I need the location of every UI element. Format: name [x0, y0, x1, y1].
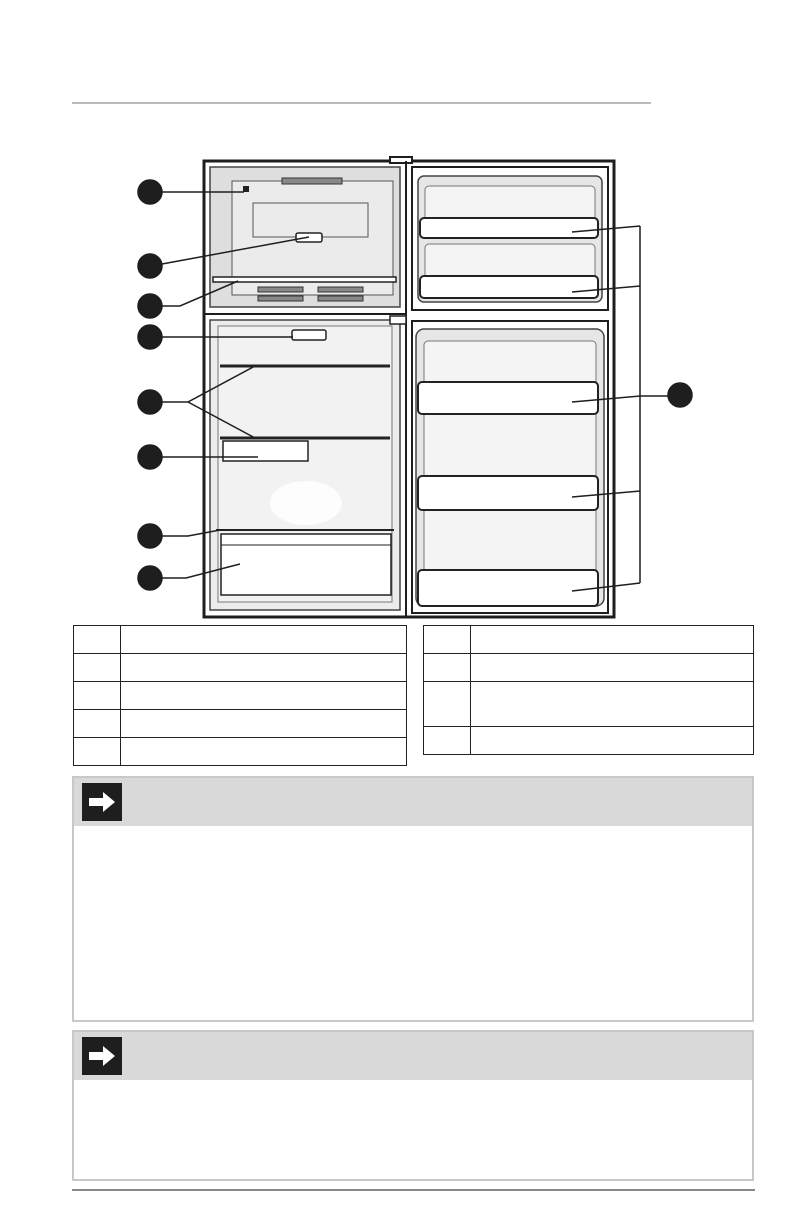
- parts-table-right: [423, 625, 754, 755]
- note-body: [74, 1080, 752, 1104]
- callout-number: [424, 682, 471, 727]
- note-box-1: [72, 776, 754, 1022]
- callout-number: [424, 654, 471, 682]
- table-row: [424, 654, 754, 682]
- freezer-door: [412, 167, 608, 310]
- table-row: [74, 710, 407, 738]
- table-row: [424, 727, 754, 755]
- arrow-right-icon: [82, 1037, 122, 1075]
- callout-label: [121, 710, 407, 738]
- footer-rule: [72, 1189, 755, 1191]
- callout-label: [471, 626, 754, 654]
- callout-label: [121, 682, 407, 710]
- arrow-right-icon: [82, 783, 122, 821]
- callout-label: [471, 727, 754, 755]
- callout-label: [121, 626, 407, 654]
- table-row: [74, 738, 407, 766]
- fresh-food-door: [390, 316, 608, 613]
- table-row: [74, 682, 407, 710]
- parts-table-left: [73, 625, 407, 766]
- fresh-food-compartment: [210, 320, 400, 610]
- callout-number: [74, 738, 121, 766]
- callout-label: [121, 738, 407, 766]
- callout-number: [74, 626, 121, 654]
- callout-label: [471, 682, 754, 727]
- table-row: [74, 626, 407, 654]
- table-row: [424, 626, 754, 654]
- note-header: [74, 1032, 752, 1080]
- callout-number: [74, 654, 121, 682]
- note-body: [74, 826, 752, 850]
- callout-label: [121, 654, 407, 682]
- table-row: [424, 682, 754, 727]
- note-box-2: [72, 1030, 754, 1181]
- table-row: [74, 654, 407, 682]
- callout-number: [424, 626, 471, 654]
- callout-number: [74, 682, 121, 710]
- note-header: [74, 778, 752, 826]
- callout-number: [74, 710, 121, 738]
- callout-label: [471, 654, 754, 682]
- callout-number: [424, 727, 471, 755]
